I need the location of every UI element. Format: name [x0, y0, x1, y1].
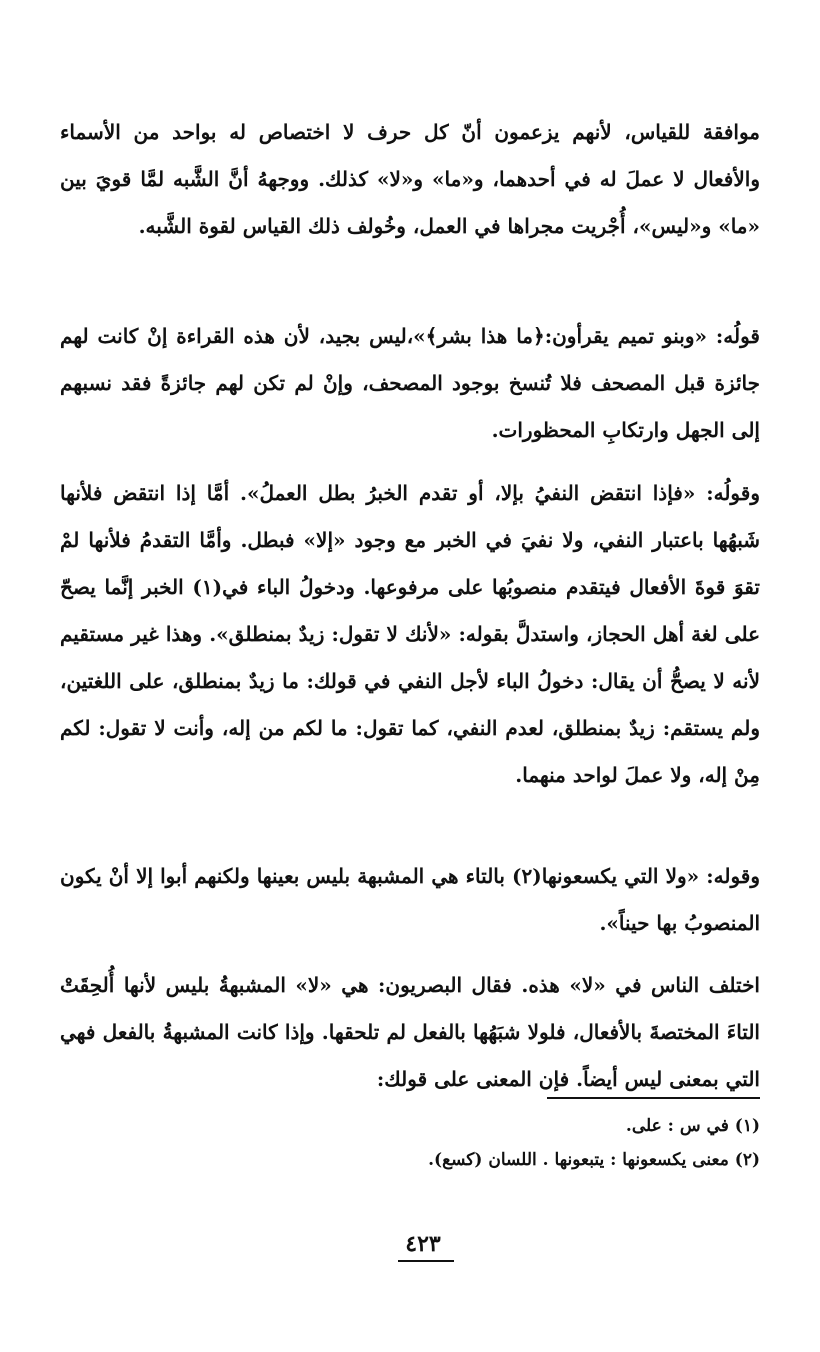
footnote-separator — [547, 1097, 760, 1099]
page-number-underline — [398, 1260, 454, 1262]
paragraph-4: وقوله: «ولا التي يكسعونها(٢) بالتاء هي المشبهة بليس بعينها ولكنهم أبوا إلا أنْ يكون المنصوبُ بها حيناً». — [60, 864, 761, 935]
paragraph-1: موافقة للقياس، لأنهم يزعمون أنّ كل حرف لا اختصاص له بواحد من الأسماء والأفعال لا عملَ له في أحدهما، و«ما» و«لا» كذلك. ووجههُ أنَّ الشَّبه لمَّا قويَ بين «ما» و«ليس»، أُجْريت مجراها في العمل، وخُولف ذلك القياس لقوة الشَّبه. — [60, 120, 760, 238]
footnote-2: (٢) معنى يكسعونها : يتبعونها . اللسان (كسع). — [428, 1150, 760, 1170]
paragraph-3: وقولُه: «فإذا انتقض النفيُ بإلا، أو تقدم الخبرُ بطل العملُ». أمَّا إذا انتقض فلأنها شَبهُها باعتبار النفي، ولا نفيَ في الخبر مع وجود «إلا» فبطل. وأمَّا التقدمُ فلأنها لمْ تقوَ قوةَ الأفعال فيتقدم منصوبُها على مرفوعها. ودخولُ الباء في(١) الخبر إنَّما يصحّ على لغة أهل الحجاز، واستدلَّ بقوله: «لأنك لا تقول: زيدٌ بمنطلق». وهذا غير مستقيم لأنه لا يصحُّ أن يقال: دخولُ الباء لأجل النفي في قولك: ما زيدٌ بمنطلق، على اللغتين، ولم يستقم: زيدٌ بمنطلق، لعدم النفي، كما تقول: ما لكم من إله، وأنت لا تقول: لكم مِنْ إله، ولا عملَ لواحد منهما. — [60, 481, 760, 787]
page-number: ٤٢٣ — [405, 1231, 441, 1257]
paragraph-2: قولُه: «وبنو تميم يقرأون:﴿ما هذا بشر﴾»،ليس بجيد، لأن هذه القراءة إنْ كانت لهم جائزة قبل المصحف فلا تُنسخ بوجود المصحف، وإنْ لم تكن لهم جائزةً فقد نسبهم إلى الجهل وارتكابِ المحظورات. — [60, 324, 761, 442]
footnote-1: (١) في س : على. — [625, 1116, 760, 1136]
paragraph-5: اختلف الناس في «لا» هذه. فقال البصريون: هي «لا» المشبهةُ بليس لأنها أُلحِقَتْ التاءَ المختصةَ بالأفعال، فلولا شبَهُها بالفعل لم تلحقها. وإذا كانت المشبهةُ بالفعل فهي التي بمعنى ليس أيضاً. فإن المعنى على قولك: — [60, 973, 760, 1091]
